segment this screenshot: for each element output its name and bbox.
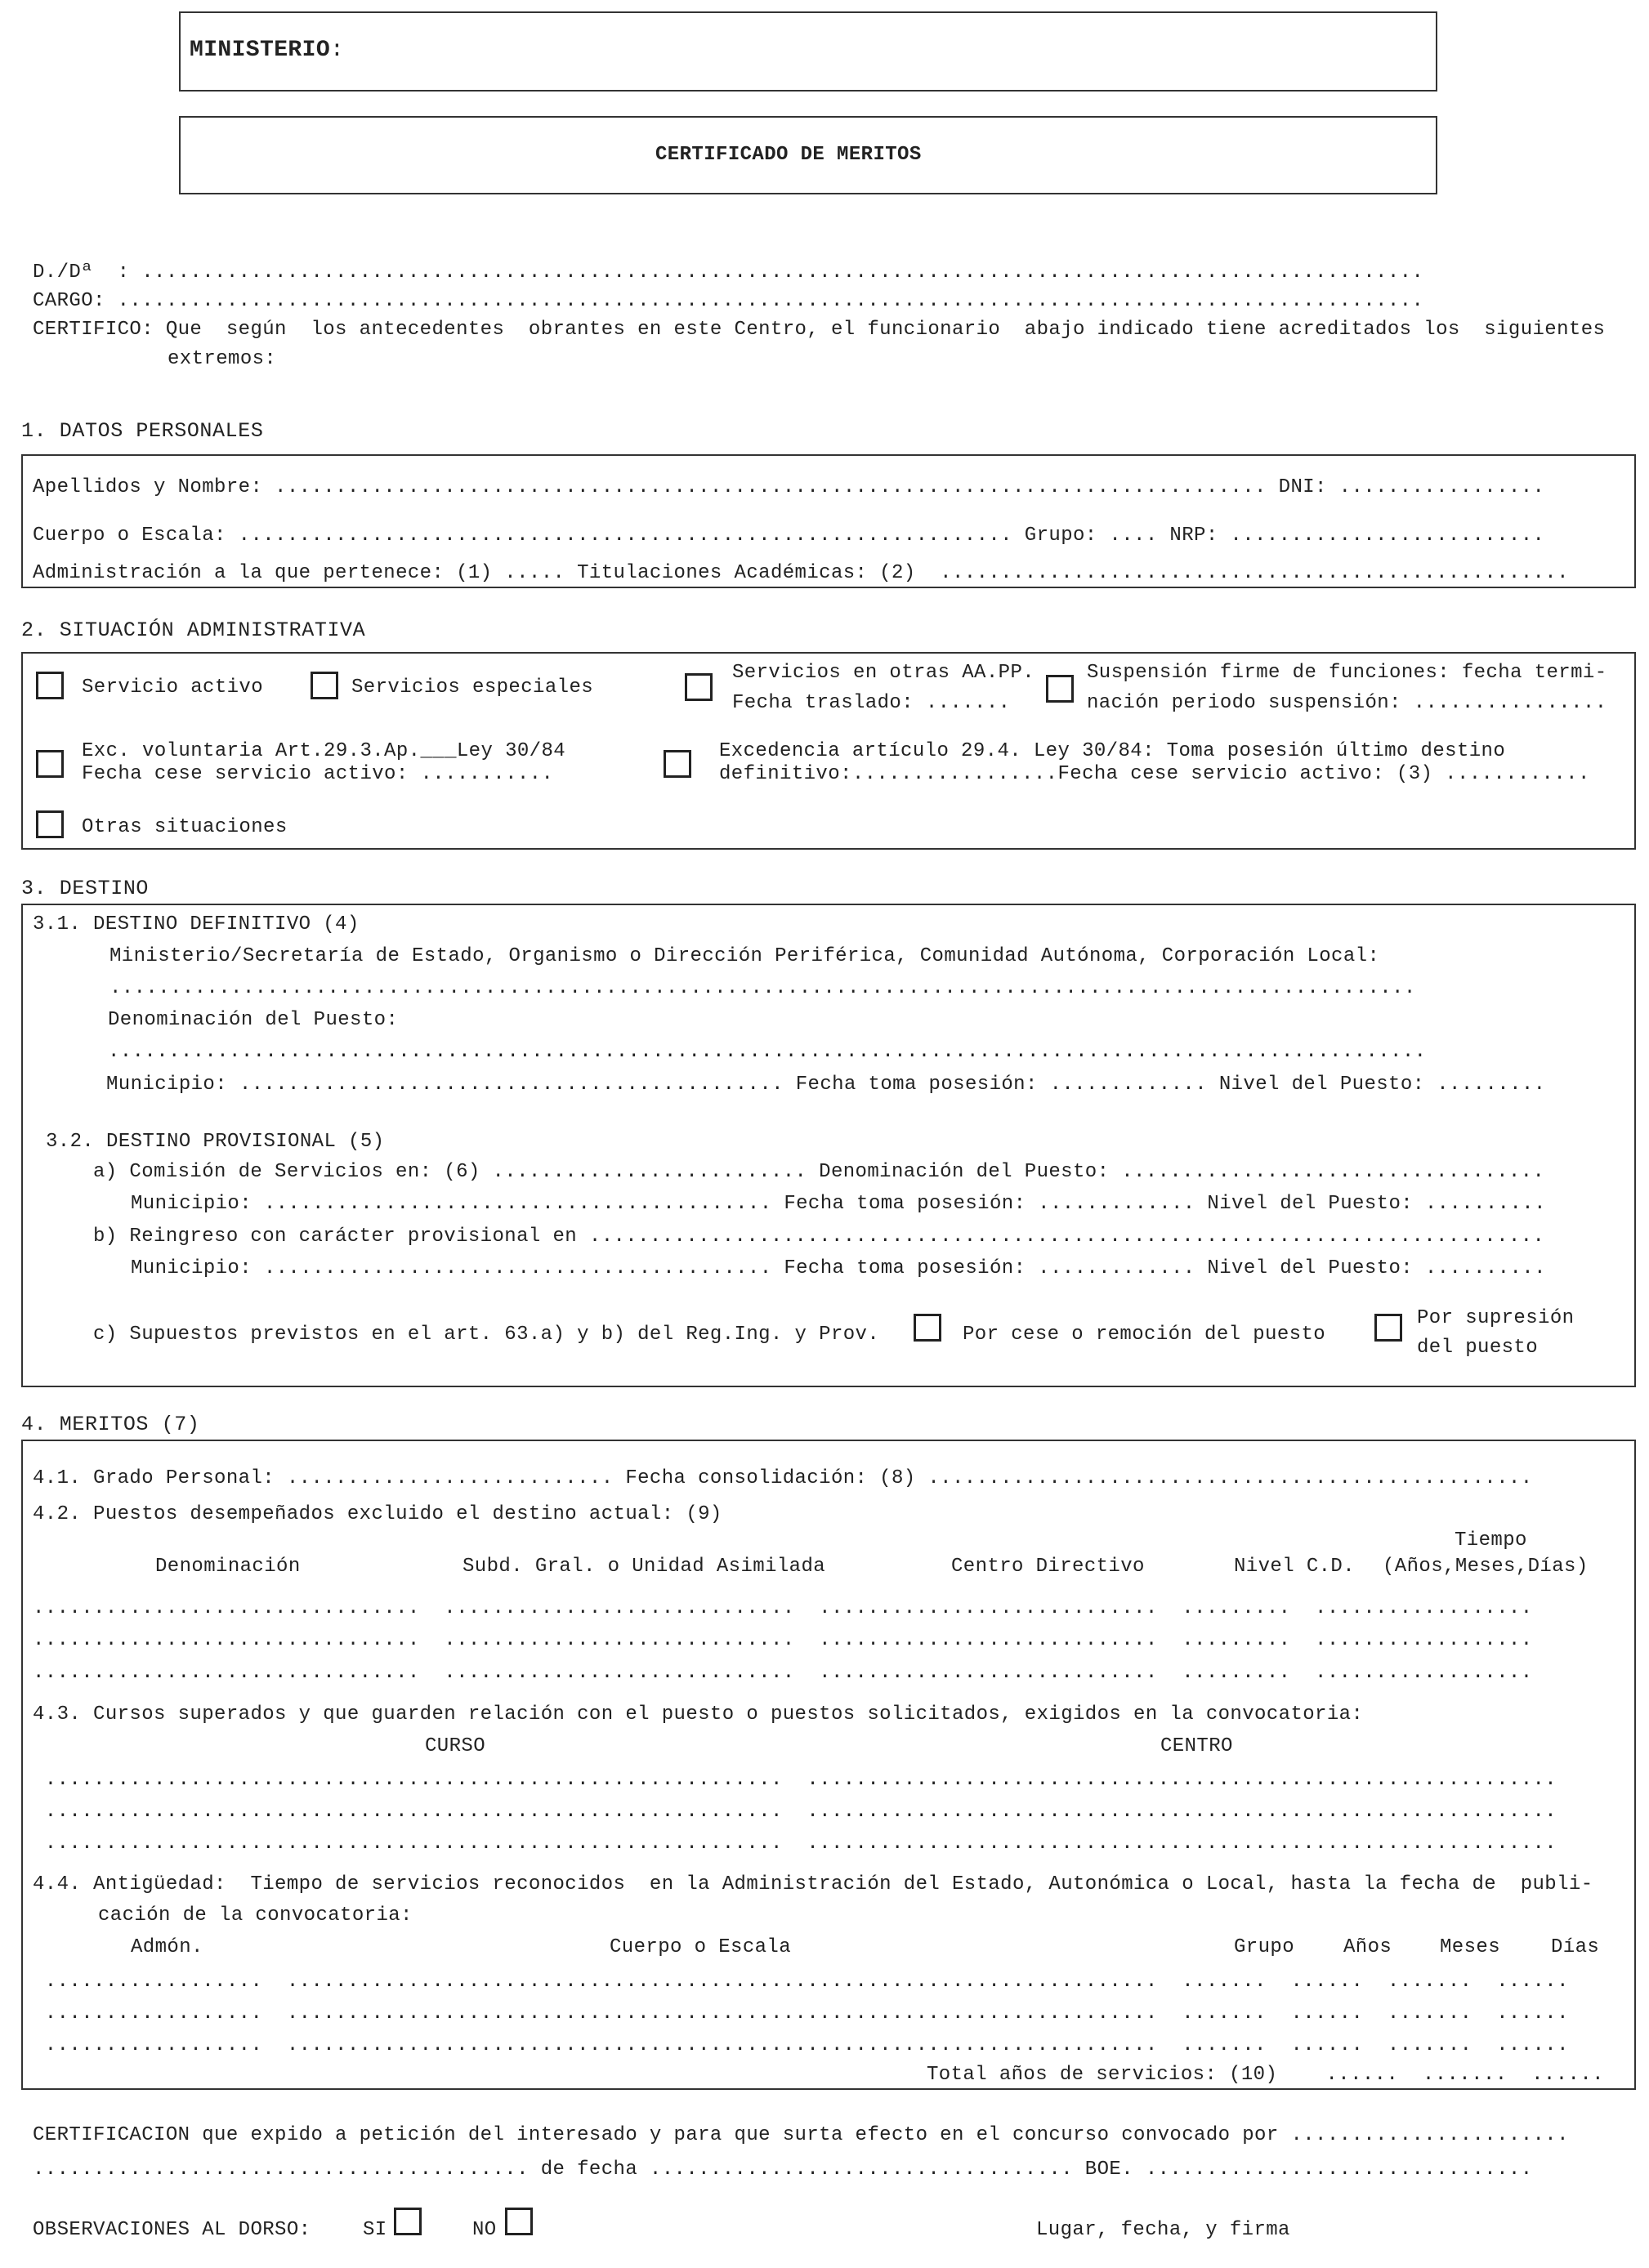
ministerio-label: MINISTERIO: (190, 38, 345, 63)
servicio-activo-label: Servicio activo (82, 676, 264, 699)
si-checkbox[interactable] (394, 2208, 422, 2235)
table-row: .................. ........................................................................ ....... ...... ....... ...... (33, 1971, 1569, 1993)
table-row: ................................ ............................. ............................ ......... .................. (33, 1629, 1533, 1651)
col-anos: Años (1343, 1936, 1392, 1958)
municipio-line: Municipio: ............................................. Fecha toma posesión: ............. Nivel del Puesto: ......... (106, 1074, 1546, 1096)
certificacion-line-2: ......................................... de fecha ................................... BOE. ................................ (33, 2159, 1533, 2181)
suspension-label: Suspensión firme de funciones: fecha termi- (1087, 662, 1607, 684)
servicios-especiales-label: Servicios especiales (351, 676, 594, 699)
excedencia-checkbox[interactable] (664, 750, 691, 778)
col-dias: Días (1551, 1936, 1600, 1958)
suspension-checkbox[interactable] (1046, 675, 1074, 703)
ministerio-secretaria-line: Ministerio/Secretaría de Estado, Organismo o Dirección Periférica, Comunidad Autónoma, Corporación Local: (109, 945, 1380, 967)
si-label: SI (363, 2219, 387, 2241)
dotted-line: ............................................................................................................ (109, 977, 1416, 999)
table-row: .................. ........................................................................ ....... ...... ....... ...... (33, 2034, 1569, 2056)
puestos-title: 4.2. Puestos desempeñados excluido el destino actual: (9) (33, 1503, 722, 1525)
exc-voluntaria-label-2: Fecha cese servicio activo: ........... (82, 763, 554, 785)
certificacion-line: CERTIFICACION que expido a petición del interesado y para que surta efecto en el concurso convocado por ....................... (33, 2124, 1569, 2146)
antiguedad-line-2: cación de la convocatoria: (98, 1904, 413, 1926)
grado-personal-line: 4.1. Grado Personal: ........................... Fecha consolidación: (8) .................................................. (33, 1467, 1533, 1489)
table-row: ............................................................. .............................................................. (33, 1801, 1557, 1823)
col-centro: CENTRO (1160, 1735, 1233, 1757)
administracion-line: Administración a la que pertenece: (1) ..... Titulaciones Académicas: (2) .................................................... (33, 562, 1569, 584)
lugar-fecha-firma: Lugar, fecha, y firma (1036, 2219, 1290, 2241)
destino-provisional-title: 3.2. DESTINO PROVISIONAL (5) (46, 1131, 385, 1153)
total-anos-servicios: Total años de servicios: (10) ...... ....... ...... (927, 2064, 1604, 2086)
por-cese-label: Por cese o remoción del puesto (963, 1324, 1326, 1346)
otras-situaciones-label: Otras situaciones (82, 816, 288, 838)
cargo-line: CARGO: ............................................................................................................ (33, 290, 1424, 312)
excedencia-label: Excedencia artículo 29.4. Ley 30/84: Toma posesión último destino (719, 740, 1506, 762)
no-label: NO (472, 2219, 497, 2241)
col-centro-directivo: Centro Directivo (951, 1556, 1145, 1578)
col-tiempo-units: (Años,Meses,Días) (1383, 1556, 1589, 1578)
exc-voluntaria-checkbox[interactable] (36, 750, 64, 778)
supuestos-line: c) Supuestos previstos en el art. 63.a) y b) del Reg.Ing. y Prov. (93, 1324, 880, 1346)
por-supresion-label-2: del puesto (1417, 1337, 1539, 1359)
cuerpo-line: Cuerpo o Escala: ................................................................ Grupo: .... NRP: .......................... (33, 525, 1545, 547)
suspension-label-2: nación periodo suspensión: ................ (1087, 692, 1607, 714)
destino-definitivo-title: 3.1. DESTINO DEFINITIVO (4) (33, 913, 360, 935)
dd-line: D./Dª : .......................................................................................................... (33, 261, 1424, 284)
ministerio-box (179, 11, 1437, 92)
col-cuerpo-escala: Cuerpo o Escala (610, 1936, 792, 1958)
table-row: ................................ ............................. ............................ ......... .................. (33, 1662, 1533, 1684)
col-admon: Admón. (131, 1936, 203, 1958)
col-grupo: Grupo (1234, 1936, 1295, 1958)
por-supresion-label: Por supresión (1417, 1307, 1575, 1329)
section-2-title: 2. SITUACIÓN ADMINISTRATIVA (21, 618, 366, 642)
section-1-title: 1. DATOS PERSONALES (21, 419, 264, 443)
col-meses: Meses (1440, 1936, 1501, 1958)
denominacion-puesto-label: Denominación del Puesto: (108, 1009, 399, 1031)
cursos-title: 4.3. Cursos superados y que guarden relación con el puesto o puestos solicitados, exigidos en la convocatoria: (33, 1703, 1364, 1726)
observaciones-label: OBSERVACIONES AL DORSO: (33, 2219, 311, 2241)
certifico-line-2: extremos: (168, 348, 277, 370)
servicio-activo-checkbox[interactable] (36, 672, 64, 699)
municipio-line: Municipio: .......................................... Fecha toma posesión: ............. Nivel del Puesto: .......... (131, 1193, 1546, 1215)
dotted-line: ............................................................................................................. (108, 1041, 1427, 1063)
no-checkbox[interactable] (505, 2208, 533, 2235)
otras-situaciones-checkbox[interactable] (36, 810, 64, 838)
table-row: ............................................................. .............................................................. (33, 1833, 1557, 1855)
municipio-line: Municipio: .......................................... Fecha toma posesión: ............. Nivel del Puesto: .......... (131, 1257, 1546, 1279)
col-subd-gral: Subd. Gral. o Unidad Asimilada (463, 1556, 826, 1578)
section-3-title: 3. DESTINO (21, 877, 150, 900)
col-nivel-cd: Nivel C.D. (1234, 1556, 1356, 1578)
apellidos-line: Apellidos y Nombre: .................................................................................. DNI: ................. (33, 476, 1545, 498)
otras-aapp-label: Servicios en otras AA.PP. (732, 662, 1035, 684)
page-title: CERTIFICADO DE MERITOS (655, 144, 922, 166)
reingreso-line: b) Reingreso con carácter provisional en ............................................................................... (93, 1226, 1545, 1248)
antiguedad-line: 4.4. Antigüedad: Tiempo de servicios reconocidos en la Administración del Estado, Autonómica o Local, hasta la fecha de publi- (33, 1873, 1593, 1895)
por-cese-checkbox[interactable] (914, 1314, 941, 1342)
servicios-especiales-checkbox[interactable] (311, 672, 338, 699)
otras-aapp-checkbox[interactable] (685, 673, 713, 701)
col-denominacion: Denominación (155, 1556, 301, 1578)
comision-servicios-line: a) Comisión de Servicios en: (6) .......................... Denominación del Puesto: ................................... (93, 1161, 1545, 1183)
table-row: ............................................................. .............................................................. (33, 1769, 1557, 1791)
exc-voluntaria-label: Exc. voluntaria Art.29.3.Ap.___Ley 30/84 (82, 740, 566, 762)
excedencia-label-2: definitivo:.................Fecha cese servicio activo: (3) ............ (719, 763, 1590, 785)
table-row: ................................ ............................. ............................ ......... .................. (33, 1597, 1533, 1619)
fecha-traslado-label: Fecha traslado: ....... (732, 692, 1011, 714)
col-curso: CURSO (425, 1735, 486, 1757)
section-4-title: 4. MERITOS (7) (21, 1413, 200, 1436)
table-row: .................. ........................................................................ ....... ...... ....... ...... (33, 2002, 1569, 2025)
certifico-line: CERTIFICO: Que según los antecedentes obrantes en este Centro, el funcionario abajo indicado tiene acreditados los siguientes (33, 319, 1606, 341)
col-tiempo: Tiempo (1455, 1529, 1527, 1551)
por-supresion-checkbox[interactable] (1374, 1314, 1402, 1342)
